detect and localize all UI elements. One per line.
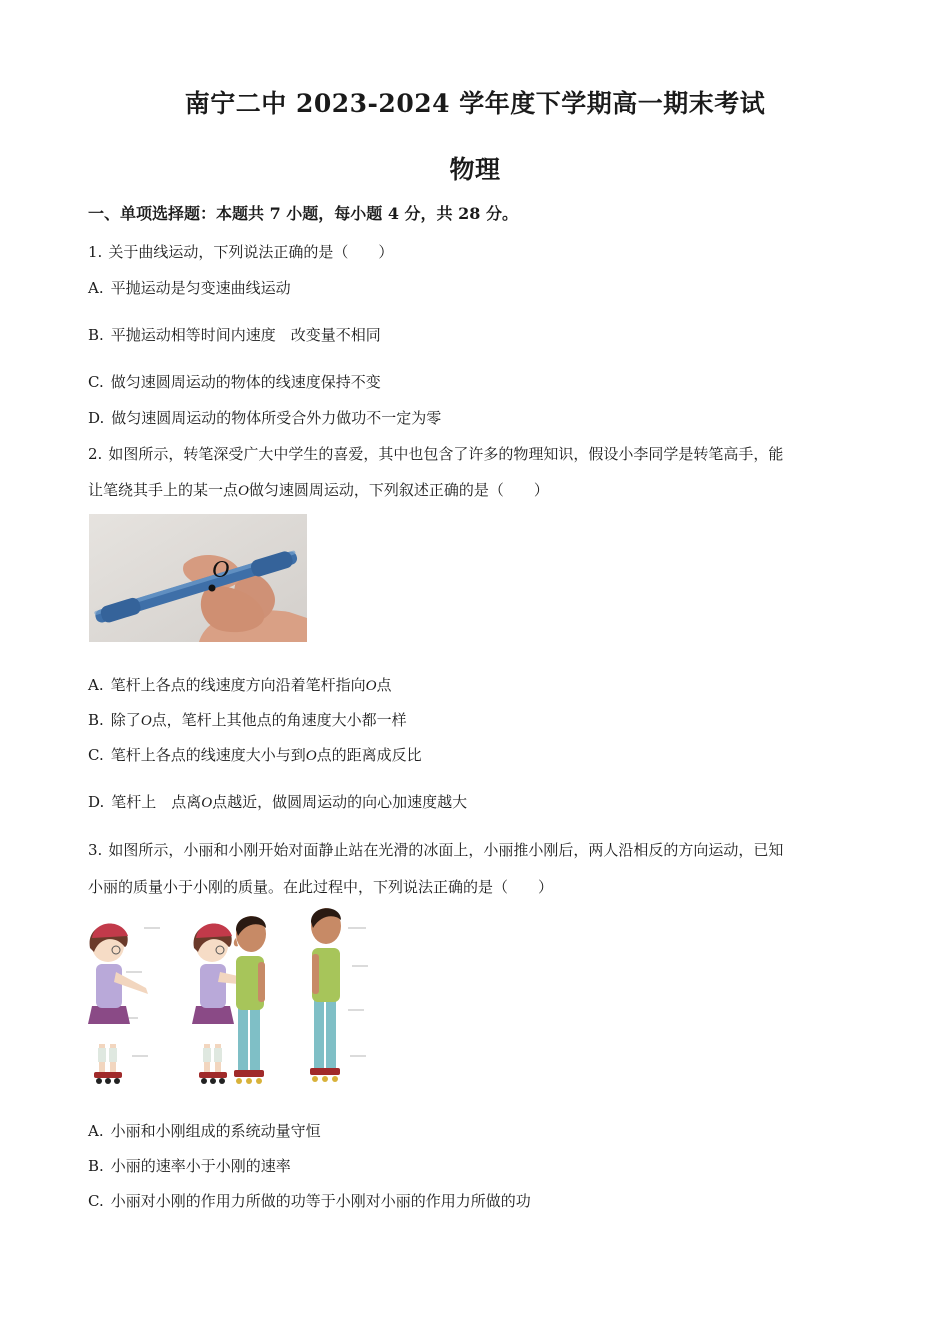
exam-title: 南宁二中 2023-2024 学年度下学期高一期末考试	[184, 89, 766, 118]
q3-number: 3.	[88, 841, 103, 859]
q1-option-a: A. 平抛运动是匀变速曲线运动	[88, 279, 291, 297]
q1-option-b: B. 平抛运动相等时间内速度 改变量不相同	[88, 326, 381, 344]
subject-title: 物理	[449, 155, 501, 184]
pen-spinning-photo	[89, 514, 307, 642]
ice-skaters-illustration	[86, 906, 376, 1088]
q3-stem-line2: 小丽的质量小于小刚的质量。在此过程中，下列说法正确的是（ ）	[88, 878, 554, 896]
q1-number: 1.	[88, 243, 103, 261]
boy-figure-center	[234, 916, 266, 1084]
girl-figure-center	[192, 923, 238, 1084]
q2-stem-line2: 让笔绕其手上的某一点O做匀速圆周运动，下列叙述正确的是（ ）	[88, 481, 549, 499]
q1-stem	[88, 242, 393, 262]
q1-option-d: D. 做匀速圆周运动的物体所受合外力做功不一定为零	[88, 409, 442, 427]
q3-option-c: C. 小丽对小刚的作用力所做的功等于小刚对小丽的作用力所做的功	[88, 1192, 531, 1210]
girl-figure-left	[88, 923, 148, 1084]
q2-option-b: B. 除了O点，笔杆上其他点的角速度大小都一样	[88, 711, 407, 729]
q2-option-d: D. 笔杆上 点离O点越近，做圆周运动的向心加速度越大	[88, 793, 468, 811]
point-o-label: O	[212, 557, 230, 583]
section-heading: 一、单项选择题：本题共 7 小题，每小题 4 分，共 28 分。	[88, 204, 518, 223]
q2-number: 2.	[88, 445, 103, 463]
q2-option-a: A. 笔杆上各点的线速度方向沿着笔杆指向O点	[88, 676, 392, 694]
q3-stem-line1: 3. 如图所示，小丽和小刚开始对面静止站在光滑的冰面上，小丽推小刚后，两人沿相反的方向运动，已知	[88, 841, 784, 859]
q3-option-b: B. 小丽的速率小于小刚的速率	[88, 1157, 291, 1175]
q1-option-c: C. 做匀速圆周运动的物体的线速度保持不变	[88, 373, 381, 391]
q2-option-c: C. 笔杆上各点的线速度大小与到O点的距离成反比	[88, 746, 422, 764]
boy-figure-right	[310, 908, 341, 1082]
q3-option-a: A. 小丽和小刚组成的系统动量守恒	[88, 1122, 321, 1140]
q1-stem-text: 关于曲线运动，下列说法正确的是（ ）	[108, 243, 394, 261]
q2-stem-line1: 2. 如图所示，转笔深受广大中学生的喜爱，其中也包含了许多的物理知识，假设小李同学是转笔高手，能	[88, 445, 784, 463]
